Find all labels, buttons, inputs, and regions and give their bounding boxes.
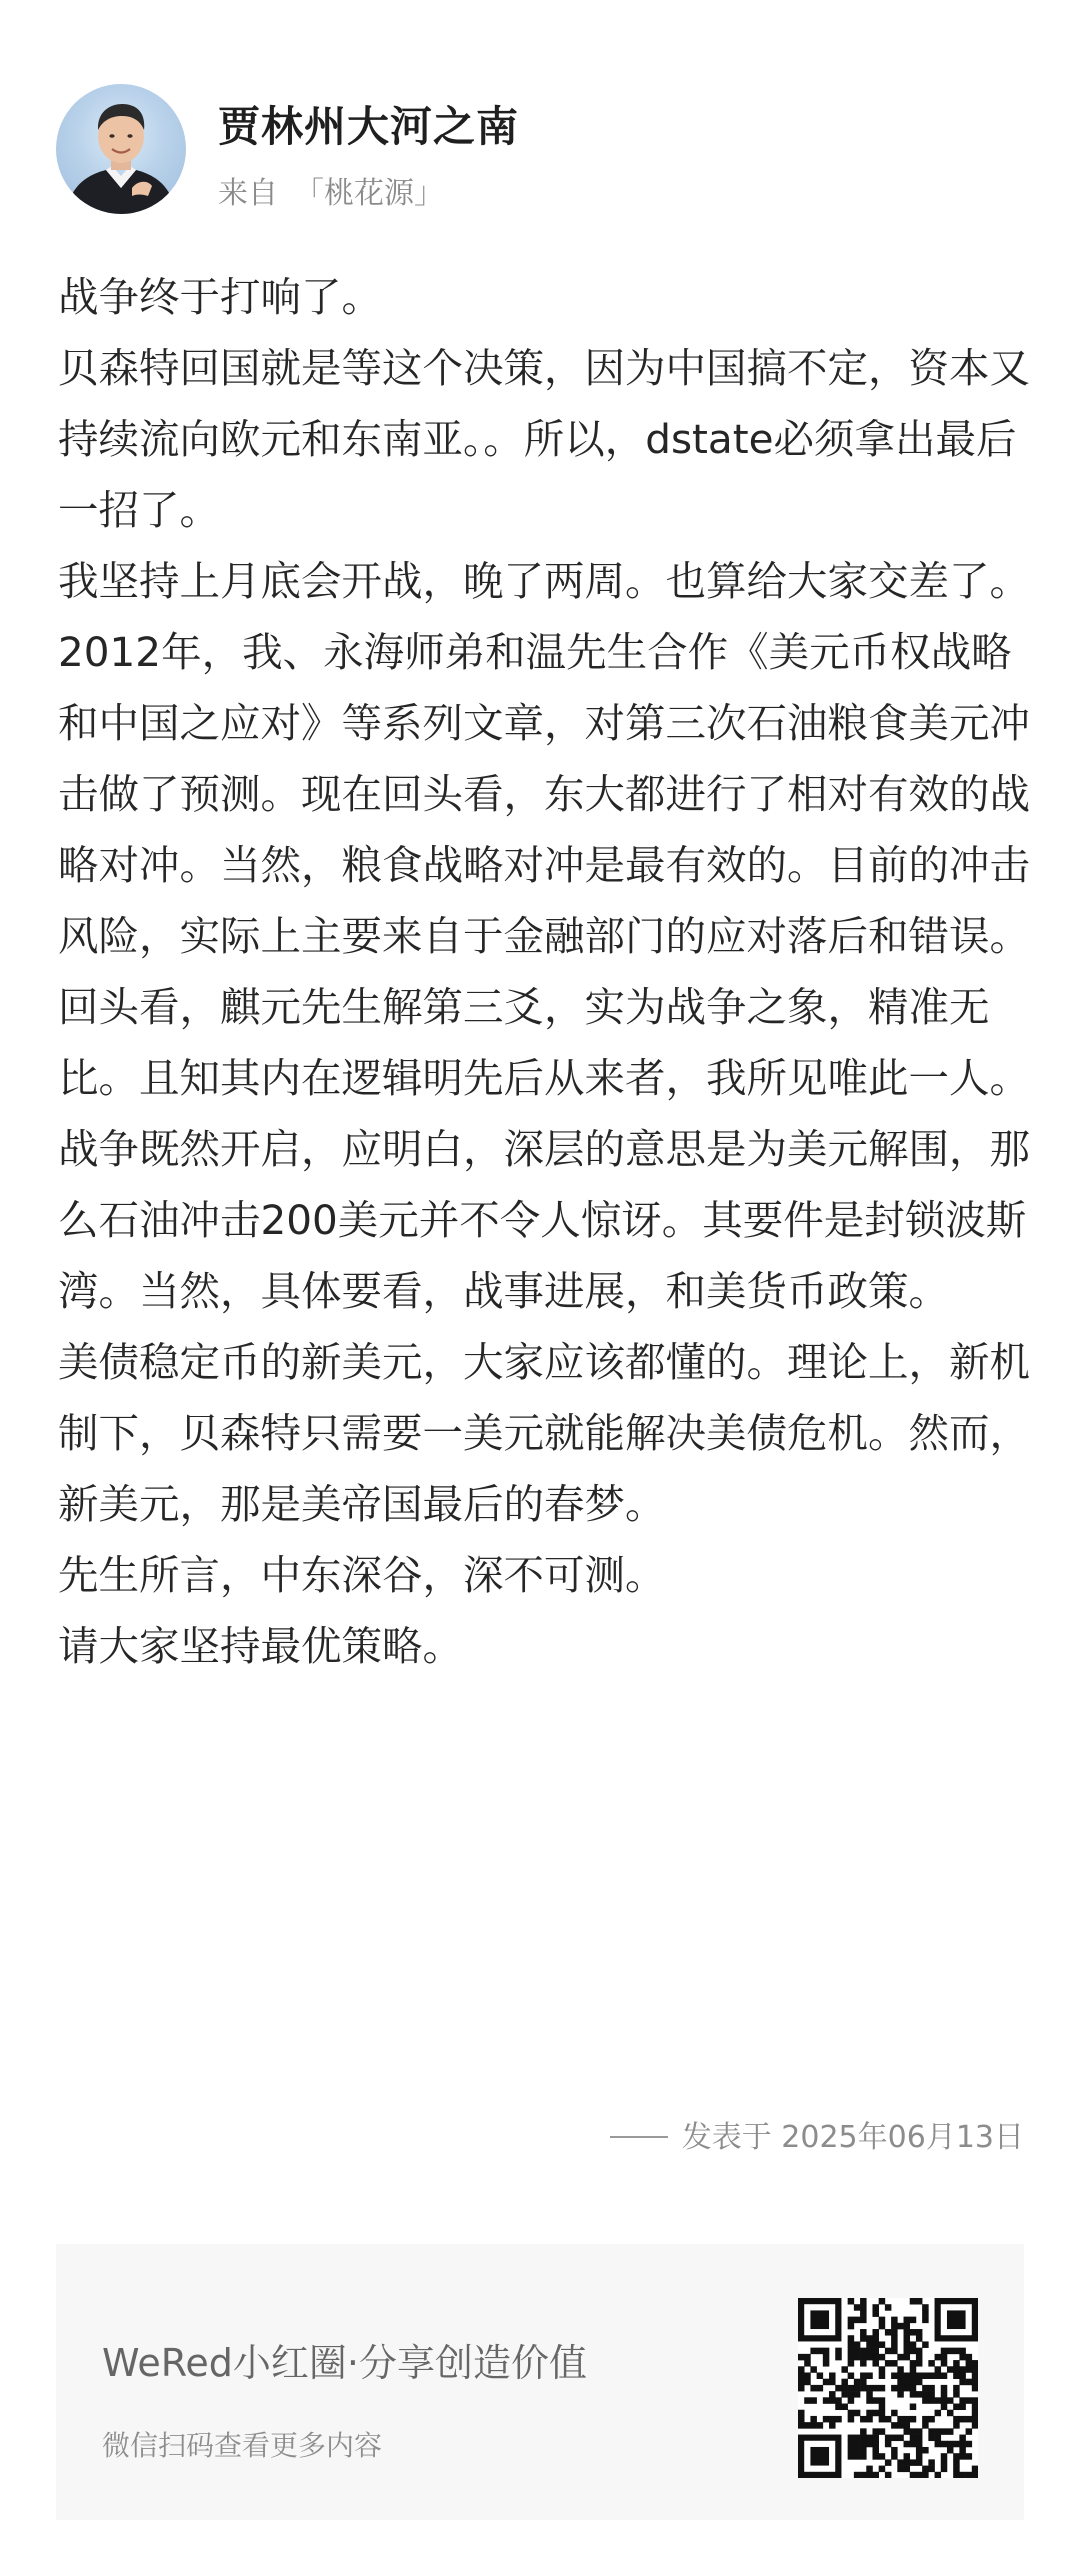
paragraph: 先生所言，中东深谷，深不可测。 [58, 1551, 666, 1599]
paragraph: 贝森特回国就是等这个决策，因为中国搞不定，资本又持续流向欧元和东南亚。。所以，dstate必须拿出最后一招了。 [58, 344, 1030, 534]
dash-divider [610, 2136, 668, 2138]
paragraph: 我坚持上月底会开战，晚了两周。也算给大家交差了。 [58, 557, 1030, 605]
avatar[interactable] [56, 84, 186, 214]
post-header [56, 84, 1024, 218]
paragraph: 2012年，我、永海师弟和温先生合作《美元币权战略和中国之应对》等系列文章，对第三次石油粮食美元冲击做了预测。现在回头看，东大都进行了相对有效的战略对冲。当然，粮食战略对冲是最有效的。目前的冲击风险，实际上主要来自于金融部门的应对落后和错误。 [58, 628, 1030, 960]
author-name[interactable]: 贾林州大河之南 [218, 102, 520, 151]
paragraph: 请大家坚持最优策略。 [58, 1622, 463, 1670]
card-title: WeRed小红圈·分享创造价值 [102, 2341, 588, 2385]
card-subtitle: 微信扫码查看更多内容 [102, 2429, 383, 2462]
paragraph: 战争既然开启，应明白，深层的意思是为美元解围，那么石油冲击200美元并不令人惊讶。其要件是封锁波斯湾。当然，具体要看，战事进展，和美货币政策。 [58, 1125, 1030, 1315]
paragraph: 战争终于打响了。 [58, 273, 382, 321]
qr-code-icon[interactable] [798, 2298, 978, 2478]
source-prefix: 来自 [218, 176, 278, 211]
source-name[interactable]: 「桃花源」 [294, 176, 444, 211]
publish-date-text: 发表于 2025年06月13日 [681, 2120, 1024, 2155]
avatar-portrait-icon [56, 84, 186, 214]
post-body [58, 262, 1038, 1682]
share-card [56, 2244, 1024, 2520]
qr-code-graphic [798, 2298, 978, 2478]
publish-date [610, 2112, 1024, 2156]
post-source [218, 168, 444, 212]
paragraph: 回头看，麒元先生解第三爻，实为战争之象，精准无比。且知其内在逻辑明先后从来者，我所见唯此一人。 [58, 983, 1030, 1102]
paragraph: 美债稳定币的新美元，大家应该都懂的。理论上，新机制下，贝森特只需要一美元就能解决美债危机。然而，新美元，那是美帝国最后的春梦。 [58, 1338, 1030, 1528]
